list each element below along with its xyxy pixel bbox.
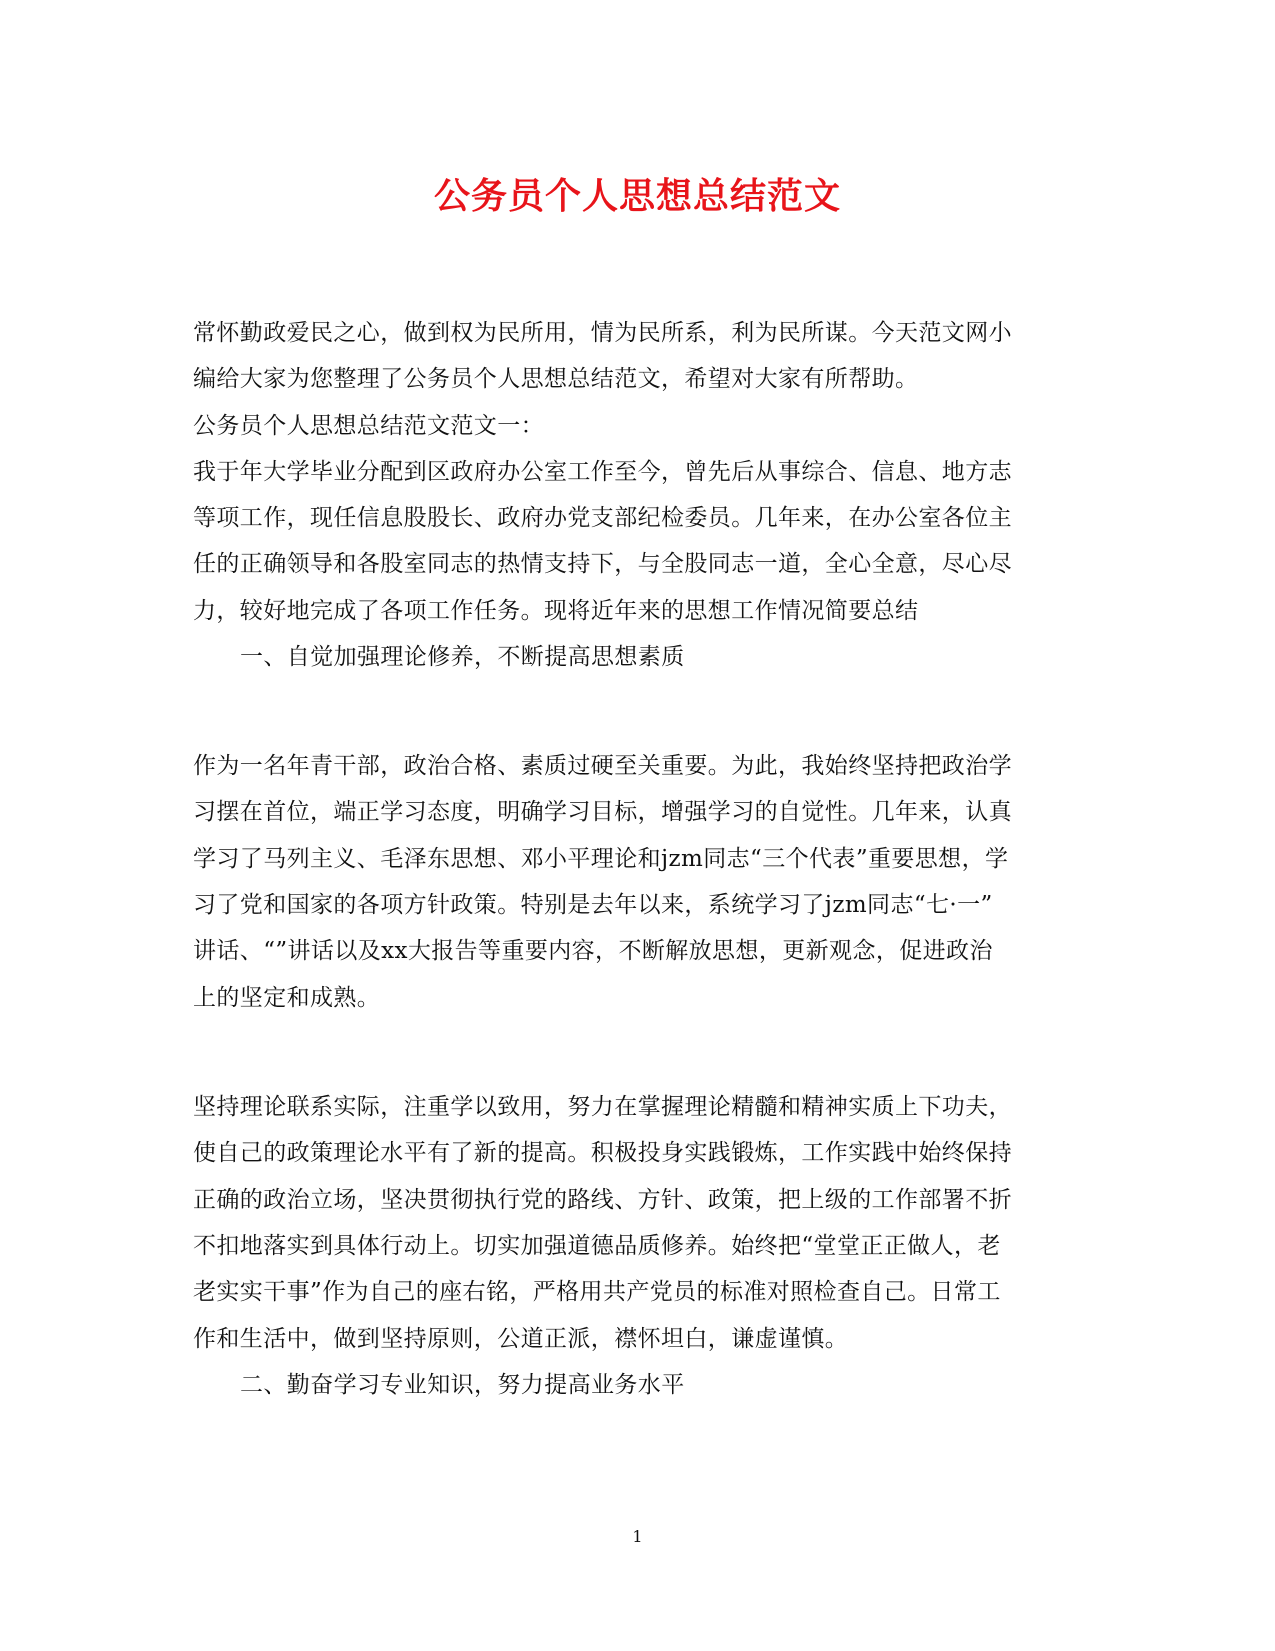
body-line: 作为一名年青干部，政治合格、素质过硬至关重要。为此，我始终坚持把政治学 [193, 753, 1012, 779]
body-line: 讲话、“”讲话以及xx大报告等重要内容，不断解放思想，更新观念，促进政治 [193, 938, 993, 964]
body-line: 正确的政治立场，坚决贯彻执行党的路线、方针、政策，把上级的工作部署不折 [193, 1187, 1012, 1213]
body-line: 使自己的政策理论水平有了新的提高。积极投身实践锻炼，工作实践中始终保持 [193, 1140, 1012, 1166]
body-line: 我于年大学毕业分配到区政府办公室工作至今，曾先后从事综合、信息、地方志 [193, 459, 1012, 485]
document-title: 公务员个人思想总结范文 [433, 175, 841, 217]
body-line: 力，较好地完成了各项工作任务。现将近年来的思想工作情况简要总结 [193, 598, 919, 624]
body-line: 任的正确领导和各股室同志的热情支持下，与全股同志一道，全心全意，尽心尽 [193, 551, 1012, 577]
body-line: 习了党和国家的各项方针政策。特别是去年以来，系统学习了jzm同志“七·一” [193, 892, 993, 918]
section-heading: 二、勤奋学习专业知识，努力提高业务水平 [240, 1372, 685, 1398]
body-line: 公务员个人思想总结范文范文一： [193, 413, 544, 439]
body-line: 上的坚定和成熟。 [193, 985, 381, 1011]
body-line: 常怀勤政爱民之心，做到权为民所用，情为民所系，利为民所谋。今天范文网小 [193, 320, 1012, 346]
body-line: 不扣地落实到具体行动上。切实加强道德品质修养。始终把“堂堂正正做人，老 [193, 1233, 1001, 1259]
section-heading: 一、自觉加强理论修养，不断提高思想素质 [240, 644, 685, 670]
page-number: 1 [632, 1527, 643, 1546]
body-line: 等项工作，现任信息股股长、政府办党支部纪检委员。几年来，在办公室各位主 [193, 505, 1012, 531]
body-line: 习摆在首位，端正学习态度，明确学习目标，增强学习的自觉性。几年来，认真 [193, 799, 1012, 825]
body-line: 作和生活中，做到坚持原则，公道正派，襟怀坦白，谦虚谨慎。 [193, 1326, 849, 1352]
body-line: 坚持理论联系实际，注重学以致用，努力在掌握理论精髓和精神实质上下功夫， [193, 1094, 1012, 1120]
body-line: 学习了马列主义、毛泽东思想、邓小平理论和jzm同志“三个代表”重要思想，学 [193, 846, 1009, 872]
body-line: 编给大家为您整理了公务员个人思想总结范文，希望对大家有所帮助。 [193, 366, 919, 392]
body-line: 老实实干事”作为自己的座右铭，严格用共产党员的标准对照检查自己。日常工 [193, 1279, 1001, 1305]
